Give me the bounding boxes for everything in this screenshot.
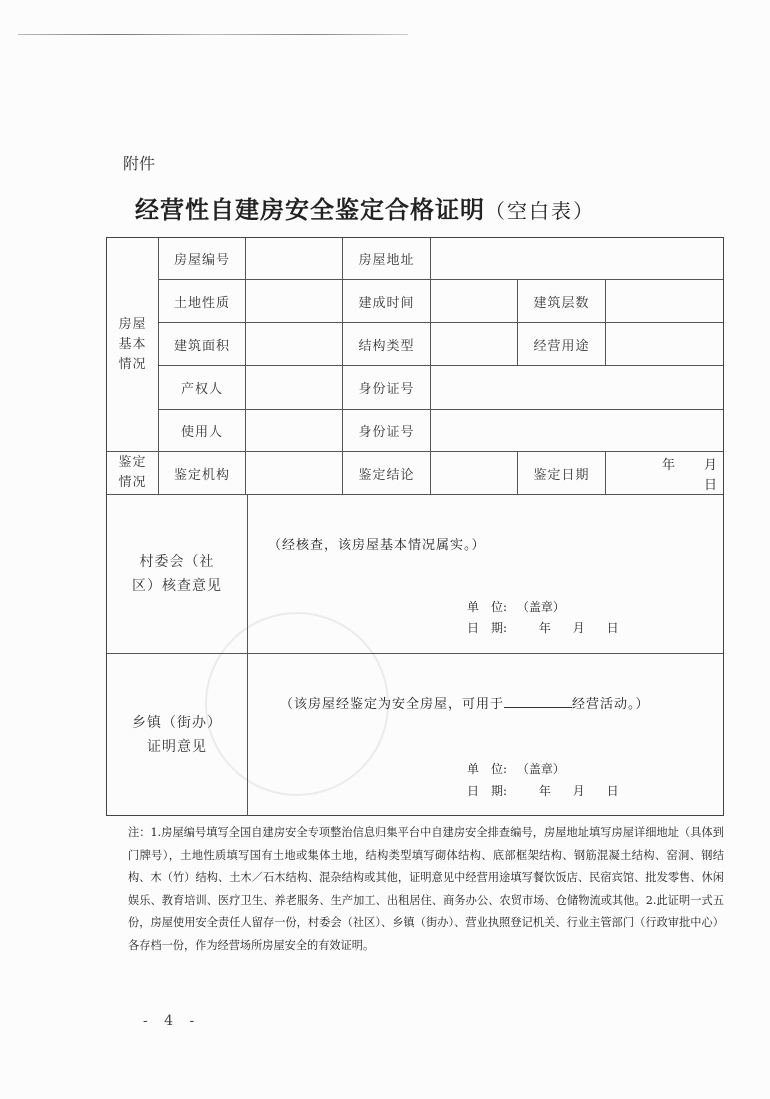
date-year-label: 年 [538,621,551,635]
town-certification-area[interactable] [248,654,723,816]
label-village-review [107,495,247,653]
user-field[interactable] [246,410,342,451]
label-appraisal-institution: 鉴定机构 [173,467,230,483]
owner-field[interactable] [246,366,342,409]
building-area-field[interactable] [246,323,342,365]
date-day-label: 日 [606,621,619,635]
town-cert-label-line: 乡镇（街办） [132,715,222,731]
notes-paragraph [106,822,724,957]
label-house-address: 房屋地址 [358,253,415,268]
date-label: 日 期: [467,784,508,798]
scan-artifact-line [18,34,408,35]
title-main: 经营性自建房安全鉴定合格证明 [135,196,485,224]
town-cert-label-line: 证明意见 [147,739,207,755]
appraisal-conclusion-field[interactable] [431,452,517,494]
section-appraisal [107,452,158,494]
section-house-basic-line: 房屋 [118,316,147,332]
village-review-label-line: 区）核查意见 [132,578,222,594]
structure-type-field[interactable] [431,323,517,365]
section-house-basic-line: 情况 [118,356,147,372]
title-suffix: （空白表） [485,199,595,223]
label-business-use: 经营用途 [533,338,590,354]
seal-label: （盖章） [516,762,565,776]
document-title [135,190,595,225]
page-number: - 4 - [143,1013,201,1029]
label-owner-id: 身份证号 [358,382,415,397]
label-town-certification [107,654,247,816]
date-month-label: 月 [572,621,585,635]
town-cert-statement [280,693,650,712]
user-id-field[interactable] [431,410,723,451]
date-day-label: 日 [703,478,717,493]
label-floors: 建筑层数 [533,295,590,311]
seal-label: （盖章） [516,600,565,614]
attachment-label: 附件 [123,154,156,173]
village-unit-line [467,598,565,615]
statement-after: 经营活动。） [572,697,650,712]
date-day-label: 日 [606,784,619,798]
date-month-label: 月 [703,458,717,473]
town-unit-line [467,760,565,777]
label-appraisal-conclusion: 鉴定结论 [358,467,415,483]
statement-before: （该房屋经鉴定为安全房屋，可用于 [280,697,505,712]
label-user-id: 身份证号 [358,425,415,440]
unit-label: 单 位: [467,600,508,614]
label-building-area: 建筑面积 [173,338,230,354]
label-owner: 产权人 [180,382,223,397]
owner-id-field[interactable] [431,366,723,409]
section-appraisal-line: 鉴定 [118,455,147,470]
label-appraisal-date: 鉴定日期 [533,467,590,483]
business-use-blank[interactable] [504,695,572,708]
land-nature-field[interactable] [246,280,342,322]
label-build-time: 建成时间 [358,295,415,311]
village-date-line [467,619,619,636]
house-address-field[interactable] [431,238,723,279]
section-appraisal-line: 情况 [118,475,147,490]
label-house-number: 房屋编号 [173,253,230,268]
house-number-field[interactable] [246,238,342,279]
appraisal-institution-field[interactable] [246,452,342,494]
floors-field[interactable] [606,280,723,322]
build-time-field[interactable] [431,280,517,322]
village-review-statement: （经核查，该房屋基本情况属实。） [268,538,486,553]
section-house-basic [107,238,158,451]
notes-text: 注：1.房屋编号填写全国自建房安全专项整治信息归集平台中自建房安全排查编号，房屋地址填写房屋详细地址（具体到门牌号），土地性质填写国有土地或集体土地，结构类型填写砌体结构、底部框架结构、钢筋混凝土结构、窑洞、钢结构、木（竹）结构、土木／石木结构、混杂结构或其他，证明意见中经营用途填写餐饮饭店、民宿宾馆、批发零售、休闲娱乐、教育培训、医疗卫生、养老服务、生产加工、出租居住、商务办公、农贸市场、仓储物流或其他。2.此证明一式五份，房屋使用安全责任人留存一份，村委会（社区）、乡镇（街办）、营业执照登记机关、行业主管部门（行政审批中心）各存档一份，作为经营场所房屋安全的有效证明。 [128,826,724,952]
village-review-area[interactable] [248,495,723,653]
date-year-label: 年 [661,458,675,473]
label-user: 使用人 [180,425,223,440]
unit-label: 单 位: [467,762,508,776]
label-structure-type: 结构类型 [358,338,415,354]
date-label: 日 期: [467,621,508,635]
business-use-field[interactable] [606,323,723,365]
section-house-basic-line: 基本 [118,336,147,352]
town-date-line [467,782,619,799]
date-month-label: 月 [572,784,585,798]
village-review-label-line: 村委会（社 [139,554,215,570]
certificate-table [106,237,724,816]
date-year-label: 年 [538,784,551,798]
label-land-nature: 土地性质 [173,295,230,311]
appraisal-date-field[interactable] [606,452,723,494]
